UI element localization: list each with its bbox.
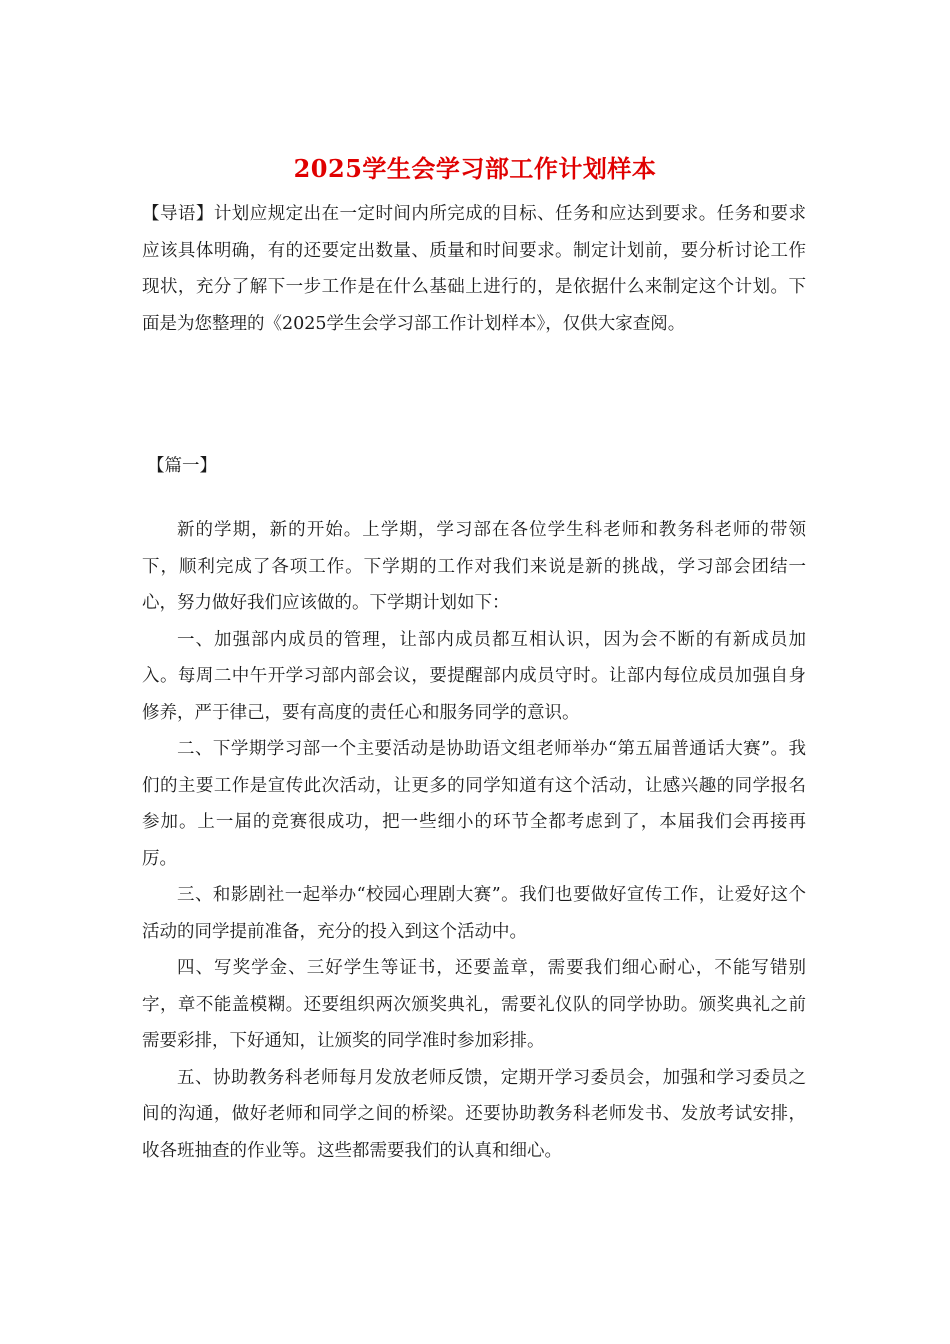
page-title: 2025学生会学习部工作计划样本 <box>293 154 657 183</box>
body-paragraph: 二、下学期学习部一个主要活动是协助语文组老师举办“第五届普通话大赛”。我们的主要工作是宣传此次活动，让更多的同学知道有这个活动，让感兴趣的同学报名参加。上一届的竞赛很成功，把一些细小的环节全都考虑到了，本届我们会再接再厉。 <box>142 739 806 869</box>
body-paragraph: 五、协助教务科老师每月发放老师反馈，定期开学习委员会，加强和学习委员之间的沟通，做好老师和同学之间的桥梁。还要协助教务科老师发书、发放考试安排，收各班抽查的作业等。这些都需要我们的认真和细心。 <box>142 1067 806 1161</box>
body-paragraph: 三、和影剧社一起举办“校园心理剧大赛”。我们也要做好宣传工作，让爱好这个活动的同学提前准备，充分的投入到这个活动中。 <box>142 885 806 942</box>
body-text <box>142 512 806 1169</box>
intro-paragraph: 【导语】计划应规定出在一定时间内所完成的目标、任务和应达到要求。任务和要求应该具体明确，有的还要定出数量、质量和时间要求。制定计划前，要分析讨论工作现状，充分了解下一步工作是在什么基础上进行的，是依据什么来制定这个计划。下面是为您整理的《2025学生会学习部工作计划样本》，仅供大家查阅。 <box>142 204 806 334</box>
section-heading: 【篇一】 <box>147 456 217 476</box>
body-paragraph: 一、加强部内成员的管理，让部内成员都互相认识，因为会不断的有新成员加入。每周二中午开学习部内部会议，要提醒部内成员守时。让部内每位成员加强自身修养，严于律己，要有高度的责任心和服务同学的意识。 <box>142 629 806 723</box>
body-paragraph: 新的学期，新的开始。上学期，学习部在各位学生科老师和教务科老师的带领下，顺利完成了各项工作。下学期的工作对我们来说是新的挑战，学习部会团结一心，努力做好我们应该做的。下学期计划如下： <box>142 520 806 613</box>
body-paragraph: 四、写奖学金、三好学生等证书，还要盖章，需要我们细心耐心，不能写错别字，章不能盖模糊。还要组织两次颁奖典礼，需要礼仪队的同学协助。颁奖典礼之前需要彩排，下好通知，让颁奖的同学准时参加彩排。 <box>142 958 806 1051</box>
